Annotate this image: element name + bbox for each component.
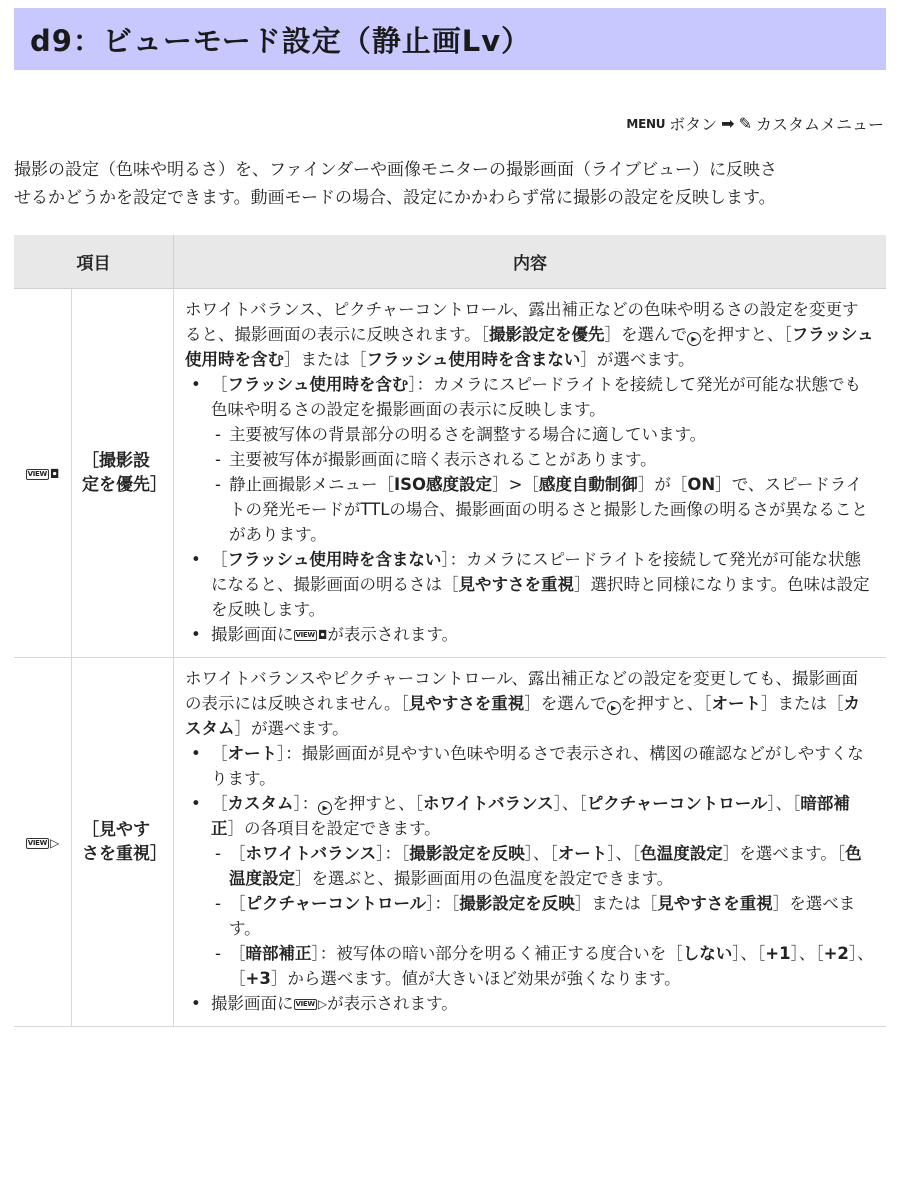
header-item: 項目 [14, 235, 174, 289]
row-icon-cell [14, 289, 72, 658]
bullet-list [185, 372, 874, 648]
menu-button-label: MENU [626, 116, 666, 131]
table-row [14, 289, 886, 658]
view-icon: VIEW [295, 631, 315, 639]
row-content [174, 289, 887, 658]
list-item: - 静止画撮影メニュー［ISO感度設定］>［感度自動制御］が［ON］で、スピードライトの発光モードがTTLの場合、撮影画面の明るさと撮影した画像の明るさが異なることがあります。 [229, 472, 874, 547]
multi-selector-right-icon: ▶ [318, 801, 332, 815]
sub-list [211, 841, 874, 991]
camera-icon: ◘ [317, 628, 328, 642]
menu-path [626, 112, 884, 135]
list-item: • ［カスタム］： ▶ を押すと、［ホワイトバランス］、［ピクチャーコントロール］、［暗部補正］の各項目を設定できます。 - ［ホワイトバランス］：［撮影設定を反映］、［オート］、［色温度設定］を選べます。［色温度設定］を選ぶと、撮影画面用の色温度を設定できます。 - ［ピクチャーコントロール］：［撮影設定を反映］または［見やすさを重視］を選べます。 - ［暗部補正］：被写体の暗い部分を明るく補正する度合いを［しない］、［+1］、［+2］、［+3］から選べます。値が大きいほど効果が強くなります。 [211, 791, 874, 991]
list-item: - 主要被写体の背景部分の明るさを調整する場合に適しています。 [229, 422, 874, 447]
list-item: - 主要被写体が撮影画面に暗く表示されることがあります。 [229, 447, 874, 472]
row-label: ［撮影設定を優先］ [72, 289, 174, 658]
multi-selector-right-icon: ▶ [687, 332, 701, 346]
intro-text [14, 156, 886, 212]
intro-line-1: 撮影の設定（色味や明るさ）を、ファインダーや画像モニターの撮影画面（ライブビュー）に反映さ [14, 160, 777, 180]
row-icon-cell [14, 658, 72, 1027]
sub-list [211, 422, 874, 547]
view-icon: VIEW [27, 838, 48, 847]
content-paragraph: ホワイトバランス、ピクチャーコントロール、露出補正などの色味や明るさの設定を変更すると、撮影画面の表示に反映されます。［撮影設定を優先］を選んで ▶ を押すと、［フラッシュ使用時を含む］または［フラッシュ使用時を含まない］が選べます。 [185, 300, 874, 369]
custom-menu-label: カスタムメニュー [755, 115, 884, 134]
page-title: d9：ビューモード設定（静止画Lv） [30, 23, 532, 58]
pencil-icon: ✎ [738, 114, 752, 133]
list-item: • 撮影画面に VIEW ▷が表示されます。 [211, 991, 874, 1017]
settings-table [14, 235, 886, 1027]
content-paragraph: ホワイトバランスやピクチャーコントロール、露出補正などの設定を変更しても、撮影画面の表示には反映されません。［見やすさを重視］を選んで ▶ を押すと、［オート］または［カスタム］が選べます。 [185, 669, 860, 738]
header-content: 内容 [174, 235, 887, 289]
play-icon: ▷ [317, 997, 328, 1011]
arrow-right-icon: ➡ [721, 114, 735, 133]
list-item: • 撮影画面に VIEW ◘が表示されます。 [211, 622, 874, 648]
list-item: • ［フラッシュ使用時を含む］：カメラにスピードライトを接続して発光が可能な状態でも色味や明るさの設定を撮影画面の表示に反映します。 - 主要被写体の背景部分の明るさを調整する場合に適しています。 - 主要被写体が撮影画面に暗く表示されることがあります。 - 静止画撮影メニュー［ISO感度設定］>［感度自動制御］が［ON］で、スピードライトの発光モードがTTLの場合、撮影画面の明るさと撮影した画像の明るさが異なることがあります。 [211, 372, 874, 547]
title-bar [14, 8, 886, 70]
view-icon: VIEW [27, 469, 47, 478]
list-item: • ［フラッシュ使用時を含まない］：カメラにスピードライトを接続して発光が可能な状態になると、撮影画面の明るさは［見やすさを重視］選択時と同様になります。色味は設定を反映します。 [211, 547, 874, 622]
bullet-list [185, 741, 874, 1017]
list-item: - ［ホワイトバランス］：［撮影設定を反映］、［オート］、［色温度設定］を選べます。［色温度設定］を選ぶと、撮影画面用の色温度を設定できます。 [229, 841, 874, 891]
intro-line-2: せるかどうかを設定できます。動画モードの場合、設定にかかわらず常に撮影の設定を反映します。 [14, 188, 776, 208]
camera-icon: ◘ [49, 467, 60, 481]
list-item: - ［ピクチャーコントロール］：［撮影設定を反映］または［見やすさを重視］を選べます。 [229, 891, 874, 941]
list-item: • ［オート］：撮影画面が見やすい色味や明るさで表示され、構図の確認などがしやすくなります。 [211, 741, 874, 791]
row-label: ［見やすさを重視］ [72, 658, 174, 1027]
play-icon: ▷ [50, 836, 60, 850]
view-icon: VIEW [295, 1000, 315, 1008]
list-item: - ［暗部補正］：被写体の暗い部分を明るく補正する度合いを［しない］、［+1］、［+2］、［+3］から選べます。値が大きいほど効果が強くなります。 [229, 941, 874, 991]
row-content [174, 658, 887, 1027]
multi-selector-right-icon: ▶ [607, 701, 621, 715]
menu-button-suffix: ボタン [669, 115, 718, 134]
table-header-row [14, 235, 886, 289]
table-row [14, 658, 886, 1027]
